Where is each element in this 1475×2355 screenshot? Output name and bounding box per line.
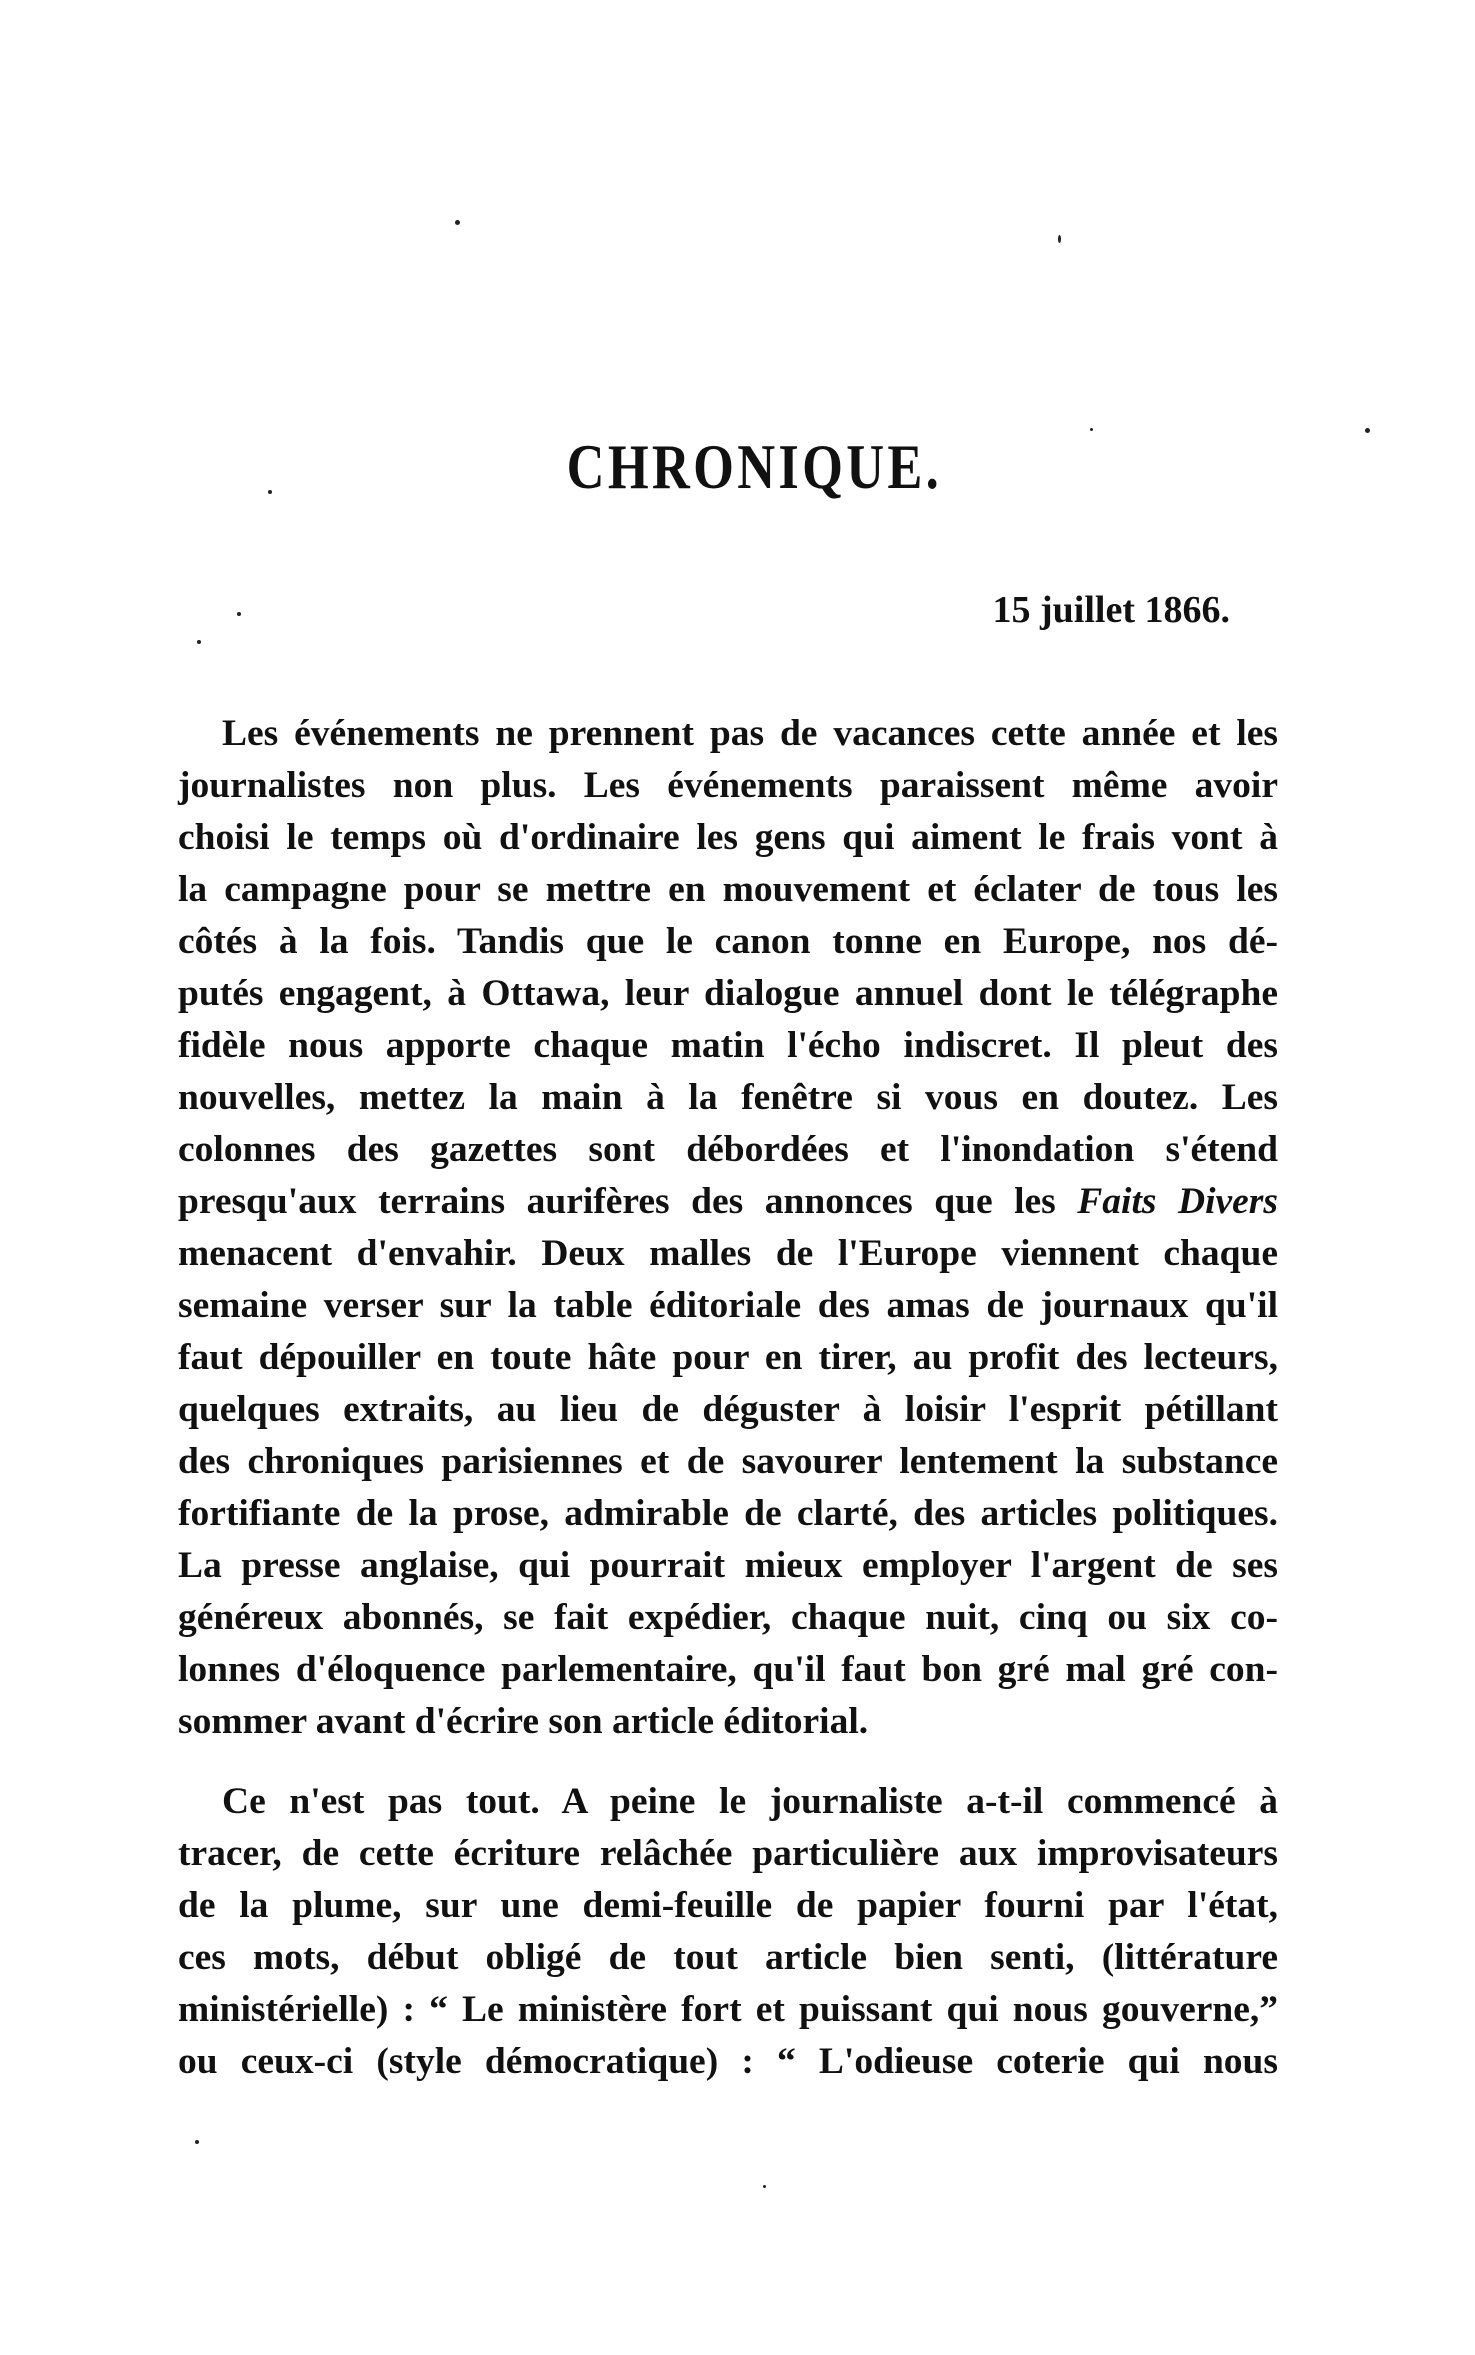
print-speck [237, 612, 241, 616]
text-line: de la plume, sur une demi-feuille de papier fourni par l'état, [178, 1885, 1278, 1926]
text-line: fidèle nous apporte chaque matin l'écho indiscret. Il pleut des [178, 1025, 1278, 1066]
print-speck [1365, 428, 1370, 433]
text-line: ministérielle) : “ Le ministère fort et puissant qui nous gouverne,” [178, 1989, 1278, 2030]
text-line: putés engagent, à Ottawa, leur dialogue annuel dont le télégraphe [178, 973, 1278, 1014]
text-line: ces mots, début obligé de tout article bien senti, (littérature [178, 1937, 1278, 1978]
text-line: des chroniques parisiennes et de savourer lentement la substance [178, 1441, 1278, 1482]
text-line: généreux abonnés, se fait expédier, chaque nuit, cinq ou six co- [178, 1597, 1278, 1638]
page-title: CHRONIQUE. [566, 431, 943, 502]
print-speck [455, 220, 460, 225]
print-speck [1058, 235, 1061, 243]
print-speck [763, 2185, 766, 2188]
text-line: faut dépouiller en toute hâte pour en tirer, au profit des lecteurs, [178, 1337, 1278, 1378]
print-speck [195, 2140, 199, 2144]
text-line: colonnes des gazettes sont débordées et l'inondation s'étend [178, 1129, 1278, 1170]
text-line: sommer avant d'écrire son article éditorial. [178, 1701, 869, 1742]
text-line: côtés à la fois. Tandis que le canon tonne en Europe, nos dé- [178, 921, 1278, 962]
text-line: quelques extraits, au lieu de déguster à loisir l'esprit pétillant [178, 1389, 1278, 1430]
date-line: 15 juillet 1866. [992, 589, 1230, 631]
text-line: Ce n'est pas tout. A peine le journaliste a-t-il commencé à [222, 1781, 1278, 1822]
text-line: lonnes d'éloquence parlementaire, qu'il faut bon gré mal gré con- [178, 1649, 1278, 1690]
text-line: journalistes non plus. Les événements paraissent même avoir [178, 765, 1278, 806]
print-speck [268, 490, 272, 494]
paragraph-2 [178, 1776, 1278, 2088]
italic-phrase: Faits Divers [1077, 1181, 1278, 1222]
text-line: Les événements ne prennent pas de vacances cette année et les [222, 713, 1278, 754]
text-line: La presse anglaise, qui pourrait mieux employer l'argent de ses [178, 1545, 1278, 1586]
text-line: nouvelles, mettez la main à la fenêtre si vous en doutez. Les [178, 1077, 1278, 1118]
text-line: choisi le temps où d'ordinaire les gens qui aiment le frais vont à [178, 817, 1278, 858]
text-line: la campagne pour se mettre en mouvement et éclater de tous les [178, 869, 1278, 910]
text-line: presqu'aux terrains aurifères des annonces que les Faits Divers [178, 1181, 1278, 1222]
text-line: fortifiante de la prose, admirable de clarté, des articles politiques. [178, 1493, 1278, 1534]
text-line: tracer, de cette écriture relâchée particulière aux improvisateurs [178, 1833, 1278, 1874]
text-line: ou ceux-ci (style démocratique) : “ L'odieuse coterie qui nous [178, 2041, 1278, 2082]
print-speck [197, 640, 201, 644]
print-speck [1090, 428, 1093, 431]
paragraph-1 [178, 708, 1278, 1748]
text-line: menacent d'envahir. Deux malles de l'Europe viennent chaque [178, 1233, 1278, 1274]
text-line: semaine verser sur la table éditoriale des amas de journaux qu'il [178, 1285, 1278, 1326]
